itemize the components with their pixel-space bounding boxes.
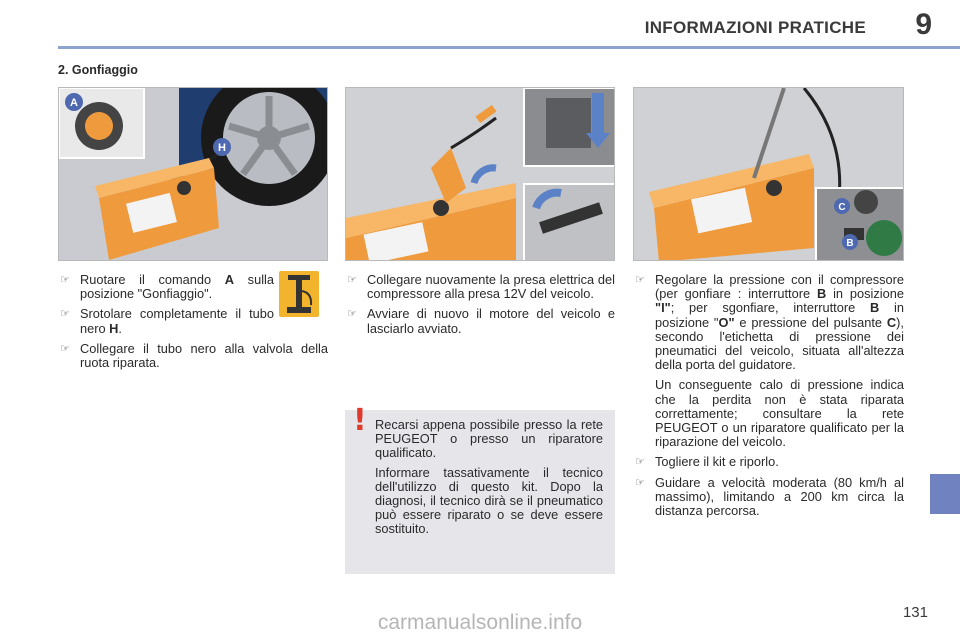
step-unroll-hose: ☞ Srotolare completamente il tubo nero H. <box>60 306 274 336</box>
photo3-label-c: C <box>838 202 846 213</box>
step-rotate-control: ☞ Ruotare il comando A sulla posizione "Gonfiaggio". <box>60 272 274 302</box>
chapter-number: 9 <box>915 8 932 41</box>
photo1-label-a: A <box>70 97 78 109</box>
section-title: 2. Gonfiaggio <box>58 63 138 77</box>
photo1-label-h: H <box>218 142 226 154</box>
pointing-hand-icon: ☞ <box>635 456 645 469</box>
photo3-label-b: B <box>846 238 854 249</box>
pointing-hand-icon: ☞ <box>347 308 357 321</box>
header-rule <box>58 46 960 49</box>
warning-paragraph-1: Recarsi appena possibile presso la rete PEUGEOT o presso un riparatore qualificato. <box>375 417 603 461</box>
step-connect-valve: ☞ Collegare il tubo nero alla valvola della ruota riparata. <box>60 340 328 371</box>
pointing-hand-icon: ☞ <box>635 274 645 286</box>
page-header-title: INFORMAZIONI PRATICHE <box>644 18 866 37</box>
step-reconnect-plug: ☞ Collegare nuovamente la presa elettrica del compressore alla presa 12V del veicolo. <box>347 272 615 302</box>
photo-pressure-controls <box>633 87 904 261</box>
page-number: 131 <box>902 604 928 621</box>
pointing-hand-icon: ☞ <box>635 476 645 489</box>
photo-compressor-wheel <box>58 87 328 261</box>
pointing-hand-icon: ☞ <box>60 274 70 286</box>
exclamation-icon: ! <box>353 403 367 438</box>
warning-paragraph-2: Informare tassativamente il tecnico dell'utilizzo di questo kit. Dopo la diagnosi, il tecnico dirà se il pneumatico può essere riparato o se deve essere sostituito. <box>375 464 603 537</box>
pointing-hand-icon: ☞ <box>347 274 357 286</box>
column-2-instructions <box>345 273 615 342</box>
pointing-hand-icon: ☞ <box>60 342 70 355</box>
step-adjust-pressure: ☞ Regolare la pressione con il compressore (per gonfiare : interruttore B in posizione "I"; per sgonfiare, interruttore B in posizione "O" e pressione del pulsante C), secondo l'etichetta di pressione dei pneumatici del veicolo, situata all'altezza della porta del guidatore. <box>635 272 904 373</box>
column-3-instructions <box>633 273 904 524</box>
inflation-pump-icon <box>279 271 319 317</box>
pressure-drop-note: Un conseguente calo di pressione indica che la perdita non è stata riparata correttamente; consultare la rete PEUGEOT o un riparatore qualificato per la riparazione del veicolo. <box>655 377 904 450</box>
photo-power-socket <box>345 87 615 261</box>
warning-box <box>345 403 615 574</box>
step-start-engine: ☞ Avviare di nuovo il motore del veicolo e lasciarlo avviato. <box>347 306 615 336</box>
step-drive-moderate: ☞ Guidare a velocità moderata (80 km/h al massimo), limitando a 200 km circa la distanza percorsa. <box>635 474 904 519</box>
chapter-side-tab <box>930 474 960 514</box>
watermark: carmanualsonline.info <box>377 611 583 634</box>
pointing-hand-icon: ☞ <box>60 308 70 321</box>
step-store-kit: ☞ Togliere il kit e riporlo. <box>635 454 779 470</box>
